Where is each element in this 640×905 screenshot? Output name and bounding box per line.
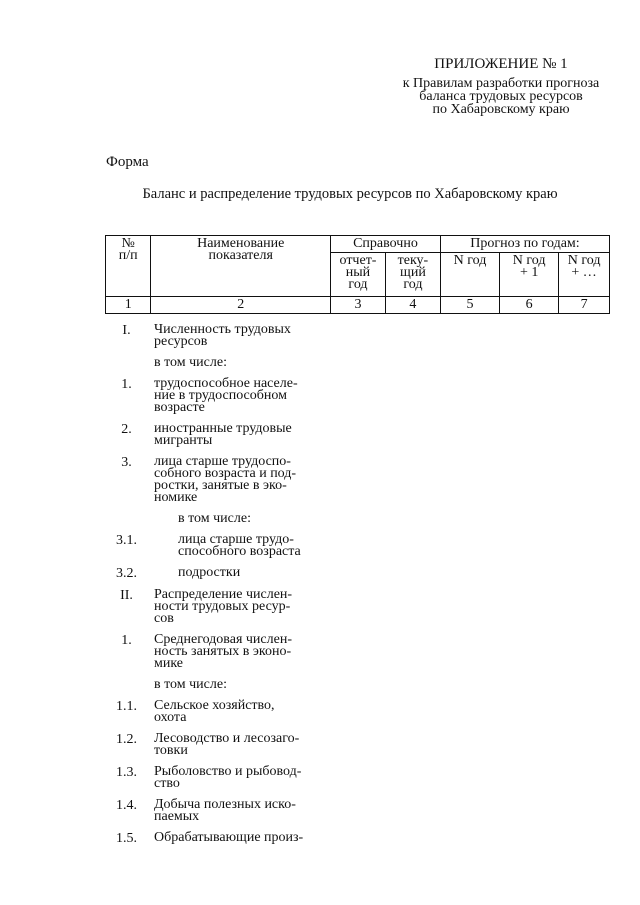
appendix-line-2: баланса трудовых ресурсов — [419, 89, 583, 104]
indicator-row — [105, 324, 335, 348]
indicator-name: лица старше трудоспо- собного возраста и под- ростки, занятые в эко- номике — [154, 454, 297, 505]
document-title: Баланс и распределение трудовых ресурсов по Хабаровскому краю — [142, 186, 558, 202]
indicator-row — [105, 567, 335, 580]
indicator-row — [105, 679, 335, 691]
indicator-row — [105, 799, 335, 823]
indicator-number: 3. — [121, 455, 132, 470]
indicator-list — [105, 324, 335, 854]
header-sub-report-year: отчет- ный год — [331, 253, 386, 297]
indicator-name: Лесоводство и лесозаго- товки — [154, 731, 300, 758]
indicator-name: Сельское хозяйство, охота — [154, 698, 275, 725]
column-number: 5 — [440, 297, 499, 314]
indicator-number — [105, 679, 148, 691]
column-number: 7 — [559, 297, 610, 314]
indicator-name: Среднегодовая числен- ность занятых в эконо- мике — [154, 632, 292, 671]
indicator-name: Добыча полезных иско- паемых — [154, 797, 296, 824]
form-table-header — [105, 235, 610, 314]
indicator-row — [105, 766, 335, 790]
indicator-number: 1.2. — [116, 732, 137, 747]
header-group-forecast: Прогноз по годам: — [440, 236, 609, 253]
column-number: 2 — [151, 297, 331, 314]
indicator-name: в том числе: — [178, 511, 251, 526]
indicator-row — [105, 634, 335, 670]
indicator-row — [105, 534, 335, 558]
indicator-name: Обрабатывающие произ- — [154, 830, 304, 845]
indicator-number: 1.1. — [116, 699, 137, 714]
indicator-row — [105, 700, 335, 724]
header-sub-current-year: теку- щий год — [385, 253, 440, 297]
appendix-block — [390, 58, 612, 116]
indicator-row — [105, 357, 335, 369]
indicator-row — [105, 378, 335, 414]
indicator-number: II. — [120, 588, 133, 603]
header-col-name: Наименование показателя — [151, 236, 331, 297]
indicator-number: 1.4. — [116, 798, 137, 813]
indicator-number: 1.5. — [116, 831, 137, 846]
indicator-name: в том числе: — [154, 355, 227, 370]
column-number: 4 — [385, 297, 440, 314]
indicator-number: 1. — [121, 377, 132, 392]
indicator-name: Рыболовство и рыбовод- ство — [154, 764, 302, 791]
indicator-number — [105, 357, 148, 369]
header-sub-n-plus-1: N год + 1 — [500, 253, 559, 297]
column-number: 3 — [331, 297, 386, 314]
indicator-number: 1. — [121, 633, 132, 648]
indicator-row — [105, 832, 335, 845]
indicator-name: подростки — [178, 565, 241, 580]
indicator-name: Распределение числен- ности трудовых ресур- сов — [154, 587, 293, 626]
indicator-row — [105, 513, 335, 525]
indicator-row — [105, 456, 335, 504]
indicator-name: Численность трудовых ресурсов — [154, 322, 291, 349]
indicator-row — [105, 423, 335, 447]
indicator-number: 2. — [121, 422, 132, 437]
appendix-title: ПРИЛОЖЕНИЕ № 1 — [434, 56, 568, 72]
indicator-number: 3.1. — [116, 533, 137, 548]
column-number: 6 — [500, 297, 559, 314]
indicator-number — [105, 513, 148, 525]
indicator-number: I. — [122, 323, 131, 338]
indicator-name: лица старше трудо- способного возраста — [178, 532, 301, 559]
indicator-row — [105, 733, 335, 757]
header-col-num: № п/п — [106, 236, 151, 297]
indicator-number: 3.2. — [116, 566, 137, 581]
indicator-name: трудоспособное населе- ние в трудоспособном возрасте — [154, 376, 298, 415]
form-label: Форма — [106, 154, 149, 170]
indicator-name: в том числе: — [154, 677, 227, 692]
appendix-line-1: к Правилам разработки прогноза — [402, 76, 600, 91]
header-group-reference: Справочно — [331, 236, 441, 253]
header-sub-n-plus-more: N год + … — [559, 253, 610, 297]
indicator-row — [105, 589, 335, 625]
appendix-line-3: по Хабаровскому краю — [432, 102, 570, 117]
indicator-number: 1.3. — [116, 765, 137, 780]
indicator-name: иностранные трудовые мигранты — [154, 421, 292, 448]
header-sub-n-year: N год — [440, 253, 499, 297]
column-number: 1 — [106, 297, 151, 314]
